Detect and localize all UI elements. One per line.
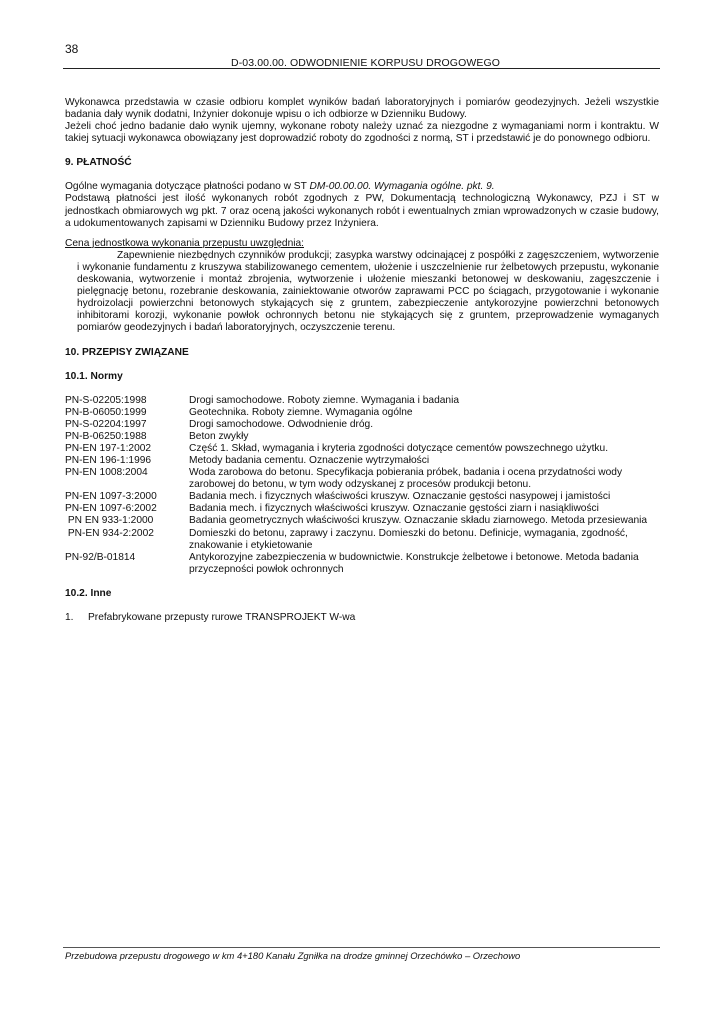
other-heading: 10.2. Inne [65,587,112,599]
norm-row [65,455,659,467]
norm-description: Antykorozyjne zabezpieczenia w budownictwie. Konstrukcje żelbetowe i betonowe. Metoda badania przyczepności powłok ochronnych [189,551,639,575]
norm-description: Metody badania cementu. Oznaczenie wytrzymałości [189,454,430,466]
norm-code: PN-EN 196-1:1996 [65,454,152,466]
intro-paragraph-1: Wykonawca przedstawia w czasie odbioru komplet wyników badań laboratoryjnych i pomiarów geodezyjnych. Jeżeli wszystkie badania dały wynik dodatni, Inżynier dokonuje wpisu o ich odbiorze w Dzienniku Budowy. [65,97,659,121]
norm-row [65,503,659,515]
norm-row [65,515,659,527]
norm-code: PN EN 933-1:2000 [65,515,154,527]
payment-general-paragraph [65,181,659,193]
norm-code: PN-B-06050:1999 [65,406,147,418]
norm-code: PN-EN 197-1:2002 [65,442,152,454]
footer-text: Przebudowa przepustu drogowego w km 4+180 Kanału Zgniłka na drodze gminnej Orzechówko – Orzechowo [65,950,521,961]
norm-description: Domieszki do betonu, zaprawy i zaczynu. Domieszki do betonu. Definicje, wymagania, zgodność, znakowanie i etykietowanie [189,527,628,551]
other-item-number: 1. [65,611,74,623]
norm-description: Geotechnika. Roboty ziemne. Wymagania ogólne [189,406,413,418]
norm-row [65,491,659,503]
norm-description: Drogi samochodowe. Odwodnienie dróg. [189,418,374,430]
norm-row [65,407,659,419]
norm-description: Badania mech. i fizycznych właściwości kruszyw. Oznaczanie gęstości ziarn i nasiąkliwości [189,503,599,515]
unit-cost-body: Zapewnienie niezbędnych czynników produkcji; zasypka warstwy odcinającej z pospółki z zagęszczeniem, wytworzenie i wykonanie fundamentu z kruszywa stabilizowanego cementem, ułożenie i uszczelnienie rur żelbetowych przepustu, wykonanie deskowania, wytworzenie i montaż zbrojenia, wytworzenie i ułożenie mieszanki betonowej w deskowaniu, zagęszczenie i pielęgnację betonu, rozebranie deskowania, zainiektowanie otworów zaprawami PCC po ściągach, przygotowanie i wykonanie hydroizolacji powierzchni betonowych stykających się z gruntem, zabezpieczenie antykorozyjne powierzchni betonowych inhibitorami korozji, wykonanie powłok ochronnych betonu nie stykających się z gruntem, przeprowadzenie wymaganych pomiarów geodezyjnych i badań laboratoryjnych, oczyszczenie terenu. [77,249,659,334]
norm-row [65,467,659,491]
norms-heading: 10.1. Normy [65,370,123,382]
norm-row [65,419,659,431]
section-10-heading: 10. PRZEPISY ZWIĄZANE [65,346,189,358]
norm-description: Badania mech. i fizycznych właściwości kruszyw. Oznaczanie gęstości nasypowej i jamistości [189,491,611,503]
document-body [65,97,659,624]
norm-row [65,431,659,443]
other-list-item [65,612,659,624]
payment-general-reference: DM-00.00.00. Wymagania ogólne. pkt. 9. [309,181,495,193]
norm-code: PN-EN 1097-3:2000 [65,491,157,503]
norm-code: PN-EN 1097-6:2002 [65,503,157,515]
norm-code: PN-S-02204:1997 [65,418,147,430]
norm-row [65,528,659,552]
norm-row [65,552,659,576]
norm-code: PN-EN 1008:2004 [65,467,148,479]
payment-basis-paragraph: Podstawą płatności jest ilość wykonanych robót zgodnych z PW, Dokumentacją technologiczną Wykonawcy, PZJ i ST w jednostkach obmiarowych wg pkt. 7 oraz oceną jakości wykonanych robót i ewentualnych zmian wprowadzonych w czasie budowy, a udokumentowanych zapisami w Dzienniku Budowy przez Inżyniera. [65,193,659,229]
norm-row [65,443,659,455]
norm-row [65,395,659,407]
footer-divider [63,947,660,948]
section-9-heading: 9. PŁATNOŚĆ [65,157,132,169]
intro-paragraph-2: Jeżeli choć jedno badanie dało wynik ujemny, wykonane roboty należy uznać za niezgodne z wymaganiami norm i kontraktu. W takiej sytuacji wykonawca obowiązany jest doprowadzić roboty do zgodności z normą, ST i przedstawić je do ponownego odbioru. [65,121,659,145]
norms-table [65,395,659,576]
norm-code: PN-B-06250:1988 [65,430,147,442]
norm-description: Drogi samochodowe. Roboty ziemne. Wymagania i badania [189,394,460,406]
norm-description: Część 1. Skład, wymagania i kryteria zgodności dotyczące cementów powszechnego użytku. [189,442,609,454]
norm-description: Badania geometrycznych właściwości kruszyw. Oznaczanie składu ziarnowego. Metoda przesiewania [189,515,648,527]
norm-code: PN-92/B-01814 [65,551,136,563]
norm-code: PN-EN 934-2:2002 [65,527,154,539]
other-item-text: Prefabrykowane przepusty rurowe TRANSPROJEKT W-wa [88,611,356,623]
unit-cost-label: Cena jednostkowa wykonania przepustu uwzględnia: [65,237,304,249]
norm-code: PN-S-02205:1998 [65,394,147,406]
document-header-title: D-03.00.00. ODWODNIENIE KORPUSU DROGOWEGO [231,57,500,69]
norm-description: Woda zarobowa do betonu. Specyfikacja pobierania próbek, badania i ocena przydatności wody zarobowej do betonu, w tym wody odzyskanej z procesów produkcji betonu. [189,467,623,491]
other-list [65,612,659,624]
payment-general-prefix: Ogólne wymagania dotyczące płatności podano w ST [65,181,310,193]
page-number: 38 [65,42,79,56]
header-divider [63,68,660,69]
norm-description: Beton zwykły [189,430,249,442]
